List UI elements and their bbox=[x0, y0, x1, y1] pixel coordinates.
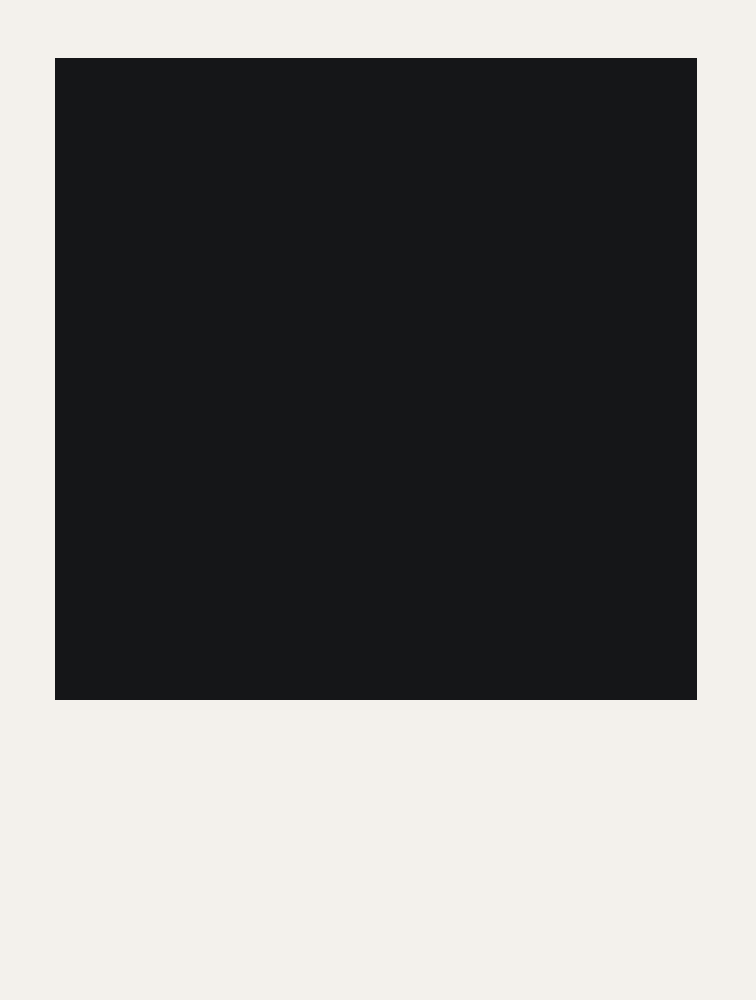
road-network-map-graphic bbox=[55, 58, 697, 700]
road-network-map bbox=[55, 58, 697, 700]
